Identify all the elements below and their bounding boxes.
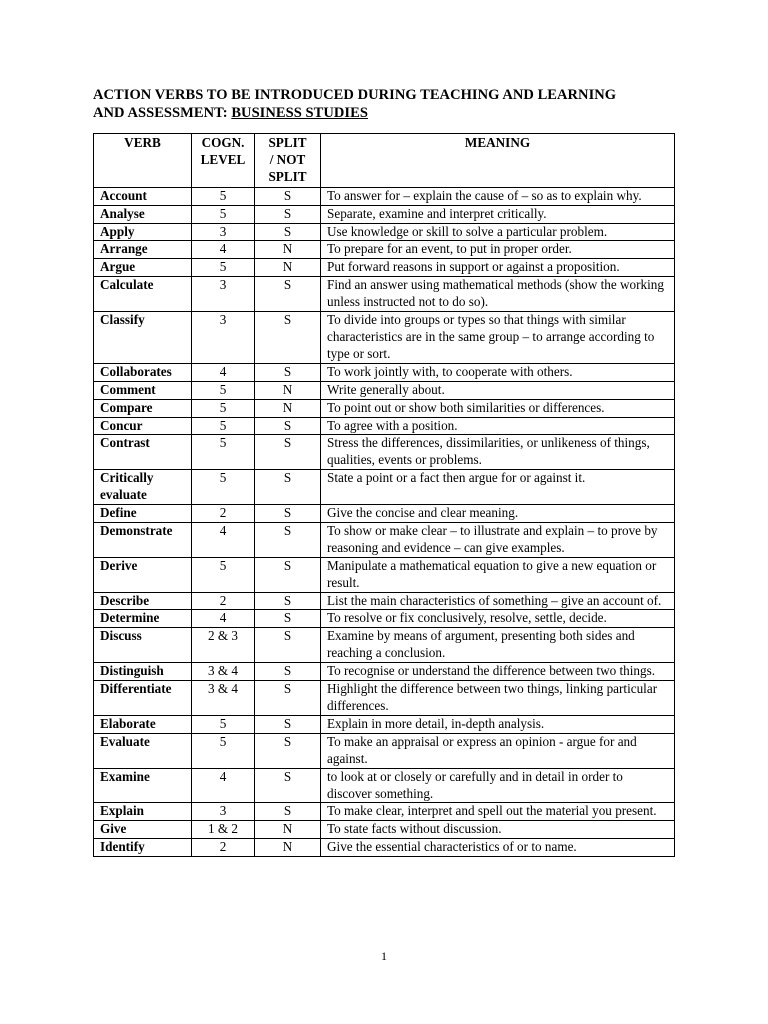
verb-cell: Evaluate <box>94 733 192 768</box>
verb-cell: Demonstrate <box>94 522 192 557</box>
verb-cell: Apply <box>94 223 192 241</box>
cognitive-level-cell: 3 & 4 <box>192 681 255 716</box>
table-row <box>94 803 675 821</box>
cognitive-level-cell: 5 <box>192 417 255 435</box>
table-row <box>94 470 675 505</box>
cognitive-level-cell: 3 <box>192 312 255 364</box>
split-cell: S <box>255 505 321 523</box>
split-cell: S <box>255 312 321 364</box>
table-row <box>94 733 675 768</box>
split-cell: S <box>255 470 321 505</box>
cognitive-level-cell: 2 & 3 <box>192 628 255 663</box>
verb-cell: Concur <box>94 417 192 435</box>
meaning-cell: To make an appraisal or express an opinion - argue for and against. <box>321 733 675 768</box>
split-cell: S <box>255 733 321 768</box>
table-row <box>94 417 675 435</box>
table-row <box>94 768 675 803</box>
heading-prefix: AND ASSESSMENT: <box>93 105 232 121</box>
table-header-row <box>94 134 675 188</box>
cognitive-level-cell: 5 <box>192 399 255 417</box>
meaning-cell: To resolve or fix conclusively, resolve, settle, decide. <box>321 610 675 628</box>
verb-cell: Examine <box>94 768 192 803</box>
cognitive-level-cell: 4 <box>192 363 255 381</box>
table-row <box>94 505 675 523</box>
table-row <box>94 312 675 364</box>
split-cell: S <box>255 435 321 470</box>
meaning-cell: Give the essential characteristics of or to name. <box>321 839 675 857</box>
table-row <box>94 715 675 733</box>
meaning-cell: Stress the differences, dissimilarities, or unlikeness of things, qualities, events or problems. <box>321 435 675 470</box>
meaning-cell: To point out or show both similarities or differences. <box>321 399 675 417</box>
table-row <box>94 363 675 381</box>
table-row <box>94 522 675 557</box>
cognitive-level-cell: 2 <box>192 505 255 523</box>
split-cell: N <box>255 259 321 277</box>
cognitive-level-cell: 3 <box>192 803 255 821</box>
verb-cell: Describe <box>94 592 192 610</box>
meaning-cell: To state facts without discussion. <box>321 821 675 839</box>
cognitive-level-cell: 5 <box>192 259 255 277</box>
table-row <box>94 839 675 857</box>
header-verb: VERB <box>94 134 192 188</box>
table-row <box>94 628 675 663</box>
cognitive-level-cell: 5 <box>192 557 255 592</box>
meaning-cell: List the main characteristics of something – give an account of. <box>321 592 675 610</box>
verb-cell: Distinguish <box>94 663 192 681</box>
split-cell: S <box>255 663 321 681</box>
cognitive-level-cell: 3 <box>192 277 255 312</box>
table-row <box>94 187 675 205</box>
meaning-cell: Manipulate a mathematical equation to give a new equation or result. <box>321 557 675 592</box>
table-row <box>94 205 675 223</box>
meaning-cell: to look at or closely or carefully and in detail in order to discover something. <box>321 768 675 803</box>
table-row <box>94 821 675 839</box>
split-cell: S <box>255 681 321 716</box>
split-cell: N <box>255 399 321 417</box>
cognitive-level-cell: 1 & 2 <box>192 821 255 839</box>
table-row <box>94 241 675 259</box>
meaning-cell: To prepare for an event, to put in proper order. <box>321 241 675 259</box>
document-heading <box>93 86 693 122</box>
meaning-cell: Find an answer using mathematical methods (show the working unless instructed not to do so). <box>321 277 675 312</box>
verb-cell: Collaborates <box>94 363 192 381</box>
meaning-cell: To divide into groups or types so that things with similar characteristics are in the same group – to arrange according to type or sort. <box>321 312 675 364</box>
meaning-cell: Explain in more detail, in-depth analysis. <box>321 715 675 733</box>
verb-cell: Compare <box>94 399 192 417</box>
action-verbs-table <box>93 133 675 857</box>
meaning-cell: State a point or a fact then argue for or against it. <box>321 470 675 505</box>
cognitive-level-cell: 4 <box>192 610 255 628</box>
cognitive-level-cell: 5 <box>192 715 255 733</box>
meaning-cell: Put forward reasons in support or against a proposition. <box>321 259 675 277</box>
table-row <box>94 277 675 312</box>
table-body <box>94 187 675 856</box>
split-cell: N <box>255 241 321 259</box>
verb-cell: Differentiate <box>94 681 192 716</box>
split-cell: S <box>255 592 321 610</box>
split-cell: S <box>255 187 321 205</box>
split-cell: S <box>255 628 321 663</box>
split-cell: S <box>255 610 321 628</box>
verb-cell: Analyse <box>94 205 192 223</box>
verb-cell: Identify <box>94 839 192 857</box>
split-cell: N <box>255 839 321 857</box>
split-cell: S <box>255 205 321 223</box>
meaning-cell: To recognise or understand the difference between two things. <box>321 663 675 681</box>
split-cell: S <box>255 223 321 241</box>
cognitive-level-cell: 2 <box>192 839 255 857</box>
verb-cell: Classify <box>94 312 192 364</box>
meaning-cell: Separate, examine and interpret critically. <box>321 205 675 223</box>
table-row <box>94 681 675 716</box>
meaning-cell: Examine by means of argument, presenting both sides and reaching a conclusion. <box>321 628 675 663</box>
verb-cell: Arrange <box>94 241 192 259</box>
verb-cell: Discuss <box>94 628 192 663</box>
cognitive-level-cell: 2 <box>192 592 255 610</box>
meaning-cell: To answer for – explain the cause of – so as to explain why. <box>321 187 675 205</box>
split-cell: S <box>255 522 321 557</box>
meaning-cell: To show or make clear – to illustrate and explain – to prove by reasoning and evidence – can give examples. <box>321 522 675 557</box>
verb-cell: Critically evaluate <box>94 470 192 505</box>
table-row <box>94 592 675 610</box>
heading-line-1: ACTION VERBS TO BE INTRODUCED DURING TEACHING AND LEARNING <box>93 87 617 103</box>
meaning-cell: To make clear, interpret and spell out the material you present. <box>321 803 675 821</box>
cognitive-level-cell: 5 <box>192 205 255 223</box>
cognitive-level-cell: 4 <box>192 241 255 259</box>
table-row <box>94 435 675 470</box>
table-row <box>94 381 675 399</box>
table-row <box>94 223 675 241</box>
meaning-cell: Highlight the difference between two things, linking particular differences. <box>321 681 675 716</box>
split-cell: S <box>255 277 321 312</box>
heading-subject: BUSINESS STUDIES <box>231 105 368 121</box>
meaning-cell: Use knowledge or skill to solve a particular problem. <box>321 223 675 241</box>
cognitive-level-cell: 4 <box>192 522 255 557</box>
split-cell: S <box>255 363 321 381</box>
header-split: SPLIT / NOT SPLIT <box>255 134 321 188</box>
cognitive-level-cell: 5 <box>192 435 255 470</box>
cognitive-level-cell: 3 & 4 <box>192 663 255 681</box>
split-cell: S <box>255 715 321 733</box>
verb-cell: Argue <box>94 259 192 277</box>
verb-cell: Account <box>94 187 192 205</box>
cognitive-level-cell: 4 <box>192 768 255 803</box>
table-row <box>94 663 675 681</box>
verb-cell: Define <box>94 505 192 523</box>
table-row <box>94 259 675 277</box>
meaning-cell: To agree with a position. <box>321 417 675 435</box>
meaning-cell: Write generally about. <box>321 381 675 399</box>
split-cell: S <box>255 557 321 592</box>
page-number: 1 <box>381 949 387 963</box>
header-meaning: MEANING <box>321 134 675 188</box>
verb-cell: Contrast <box>94 435 192 470</box>
header-cognitive-level: COGN. LEVEL <box>192 134 255 188</box>
split-cell: S <box>255 417 321 435</box>
cognitive-level-cell: 5 <box>192 381 255 399</box>
cognitive-level-cell: 5 <box>192 187 255 205</box>
verb-cell: Calculate <box>94 277 192 312</box>
cognitive-level-cell: 5 <box>192 733 255 768</box>
cognitive-level-cell: 5 <box>192 470 255 505</box>
cognitive-level-cell: 3 <box>192 223 255 241</box>
split-cell: N <box>255 821 321 839</box>
verb-cell: Give <box>94 821 192 839</box>
verb-cell: Determine <box>94 610 192 628</box>
split-cell: N <box>255 381 321 399</box>
verb-cell: Explain <box>94 803 192 821</box>
heading-line-2 <box>93 104 693 122</box>
verb-cell: Elaborate <box>94 715 192 733</box>
meaning-cell: Give the concise and clear meaning. <box>321 505 675 523</box>
table-row <box>94 610 675 628</box>
meaning-cell: To work jointly with, to cooperate with others. <box>321 363 675 381</box>
split-cell: S <box>255 803 321 821</box>
verb-cell: Comment <box>94 381 192 399</box>
split-cell: S <box>255 768 321 803</box>
verb-cell: Derive <box>94 557 192 592</box>
table-row <box>94 399 675 417</box>
table-row <box>94 557 675 592</box>
